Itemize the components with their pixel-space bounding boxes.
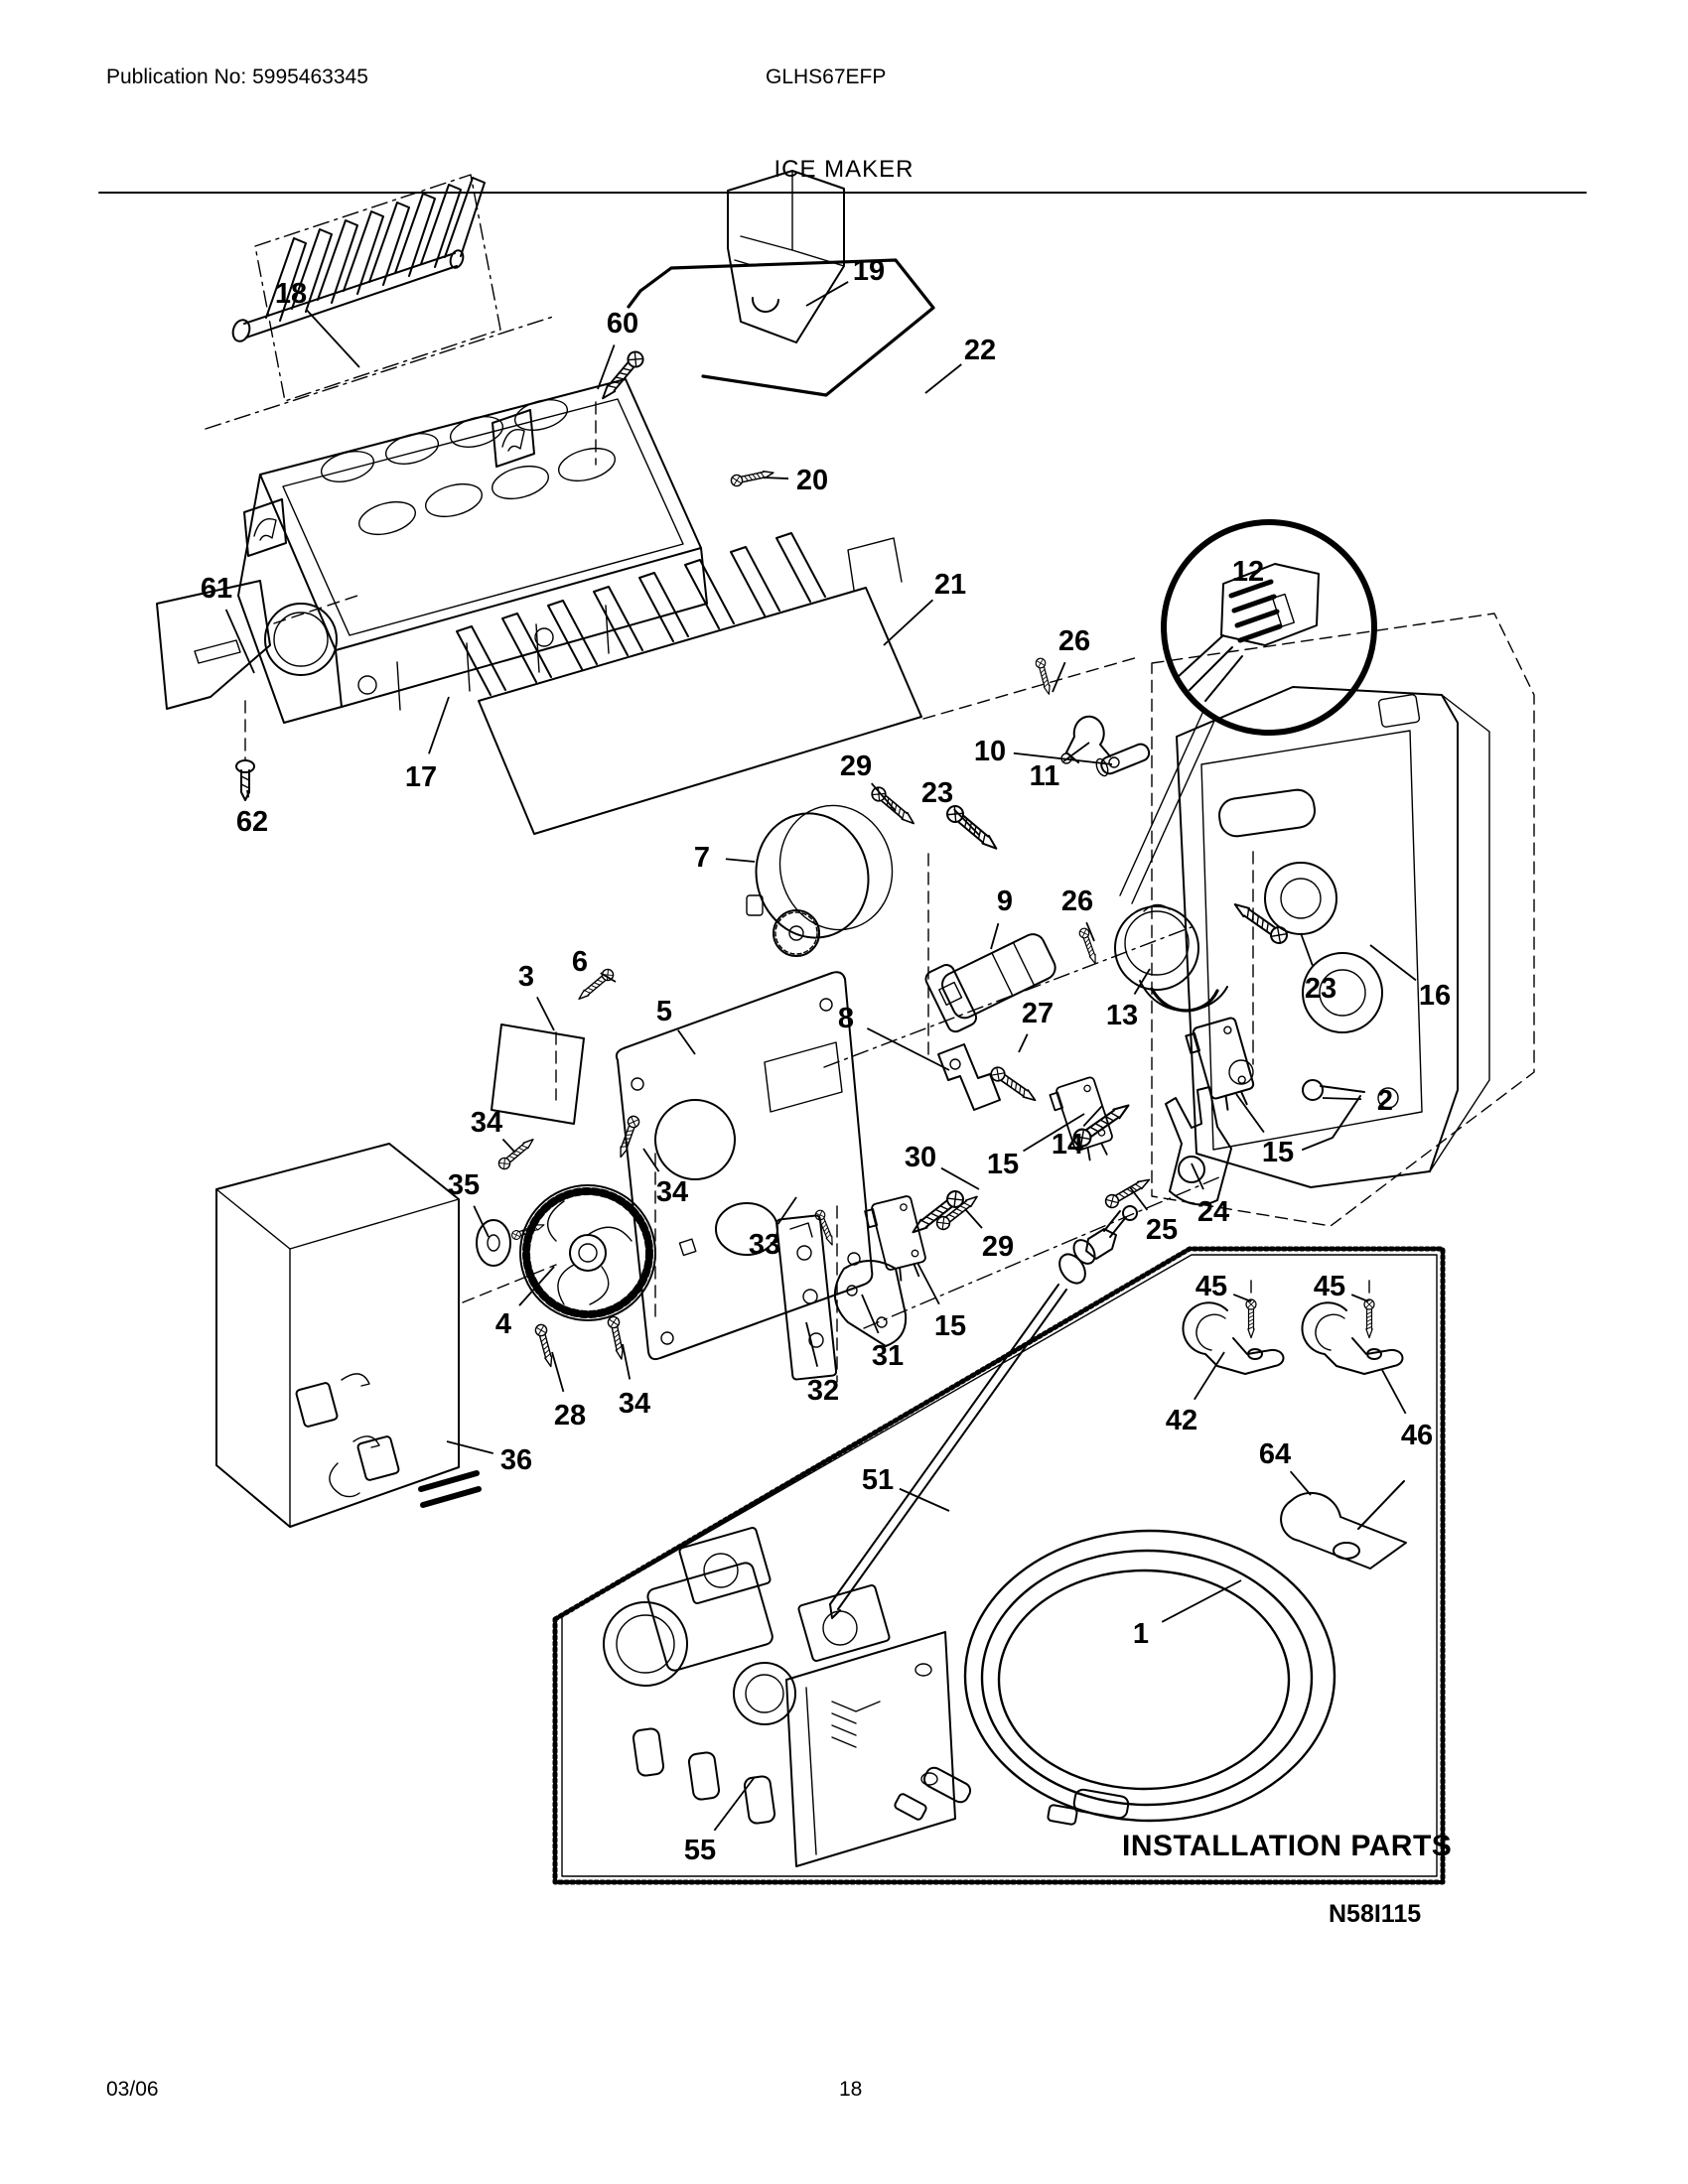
callout-label-29: 29: [839, 751, 873, 782]
callout-label-23: 23: [920, 777, 954, 809]
part-31-cutoff-plate: [835, 1261, 906, 1346]
callout-label-12: 12: [1231, 556, 1265, 588]
callout-label-34: 34: [470, 1107, 503, 1139]
part-23-screw: [1230, 897, 1290, 946]
callout-leader-9: [991, 923, 998, 949]
part-16-control-housing: [928, 614, 1534, 1226]
callout-leader-34: [502, 1140, 515, 1153]
mold-clamp-bracket: [492, 410, 534, 467]
callout-label-32: 32: [806, 1375, 840, 1407]
callout-label-36: 36: [499, 1444, 533, 1476]
callout-leader-36: [447, 1441, 493, 1453]
callout-leader-33: [778, 1197, 796, 1224]
callout-label-34: 34: [618, 1388, 651, 1420]
part-30-screw: [909, 1188, 967, 1239]
callout-leader-15: [1236, 1094, 1264, 1133]
callout-label-28: 28: [553, 1400, 587, 1432]
callout-label-15: 15: [986, 1149, 1020, 1180]
part-42-clamp: [1183, 1302, 1283, 1374]
callout-label-42: 42: [1165, 1405, 1198, 1436]
part-24-fork-arm: [1166, 1087, 1231, 1204]
callout-label-27: 27: [1021, 998, 1055, 1029]
callout-label-16: 16: [1418, 980, 1452, 1012]
callout-leader-62: [247, 790, 248, 797]
callout-leader-64: [1291, 1471, 1311, 1495]
diagram-code: N58I115: [1329, 1900, 1422, 1928]
callout-label-3: 3: [517, 961, 535, 993]
part-55-water-valve: [604, 1527, 955, 1866]
part-27-screw: [989, 1065, 1040, 1106]
callout-label-62: 62: [235, 806, 269, 838]
part-33-screw: [814, 1209, 837, 1247]
callout-label-1: 1: [1132, 1618, 1150, 1650]
callout-leader-45: [1233, 1295, 1251, 1301]
callout-label-5: 5: [655, 996, 673, 1027]
callout-leader-55: [714, 1777, 755, 1831]
callout-label-9: 9: [996, 886, 1014, 917]
callout-label-46: 46: [1400, 1420, 1434, 1451]
part-45-screw: [1364, 1281, 1374, 1337]
callout-label-30: 30: [904, 1142, 937, 1173]
callout-label-45: 45: [1195, 1271, 1228, 1302]
callout-label-33: 33: [748, 1229, 781, 1261]
part-17-ice-mold: [206, 316, 707, 723]
callout-label-20: 20: [795, 465, 829, 496]
callout-label-19: 19: [852, 255, 886, 287]
callout-leader-21: [884, 600, 932, 645]
publication-number: Publication No: 5995463345: [106, 66, 368, 88]
callout-leader-15: [917, 1263, 939, 1304]
part-15-switch: [1185, 1017, 1258, 1115]
callout-label-4: 4: [494, 1308, 512, 1340]
callout-label-26: 26: [1057, 625, 1091, 657]
part-22-shutoff-arm: [629, 260, 933, 395]
callout-label-34: 34: [655, 1176, 689, 1208]
callout-leader-28: [552, 1352, 563, 1392]
callout-label-64: 64: [1258, 1438, 1292, 1470]
callout-leader-23: [1301, 933, 1313, 965]
callout-label-23: 23: [1304, 973, 1337, 1005]
part-62-screw: [236, 701, 254, 800]
part-13-thermostat: [1115, 904, 1227, 1011]
callout-leader-26: [1086, 922, 1094, 941]
callout-leader-8: [867, 1028, 949, 1070]
installation-parts-label: INSTALLATION PARTS: [1122, 1830, 1453, 1862]
callout-leader-29: [872, 783, 896, 811]
callout-label-13: 13: [1105, 1000, 1139, 1031]
callout-label-24: 24: [1196, 1196, 1230, 1228]
callout-leader-27: [1019, 1034, 1028, 1052]
model-number: GLHS67EFP: [766, 66, 887, 88]
callout-leader-3: [537, 997, 554, 1030]
part-46-clamp: [1302, 1302, 1402, 1374]
part-26-screw: [1035, 657, 1054, 695]
callout-leader-14: [1083, 1106, 1102, 1126]
part-29-screw: [869, 784, 917, 828]
part-45-screw: [1246, 1281, 1256, 1337]
callout-leaders: [226, 282, 1416, 1831]
part-18-ejector-comb: [230, 175, 500, 401]
part-3-label-plate: [492, 1024, 584, 1124]
page-title: ICE MAKER: [774, 156, 914, 183]
part-4-drive-gear: [520, 1185, 655, 1320]
callout-label-7: 7: [693, 842, 711, 874]
part-64-bracket: [1281, 1481, 1406, 1569]
part-8-switch-arm: [938, 1044, 1000, 1110]
callout-leader-30: [941, 1168, 979, 1189]
callout-label-17: 17: [404, 761, 438, 793]
callout-labels: [201, 255, 1451, 1866]
part-35-washer: [477, 1220, 545, 1266]
callout-label-51: 51: [861, 1464, 895, 1496]
callout-label-55: 55: [683, 1835, 717, 1866]
part-19-cover-bracket: [728, 171, 844, 342]
callout-leader-32: [806, 1322, 817, 1367]
callout-label-22: 22: [963, 335, 997, 366]
callout-leader-46: [1382, 1370, 1406, 1414]
callout-label-14: 14: [1051, 1129, 1084, 1160]
callout-leader-29: [965, 1209, 982, 1228]
callout-label-15: 15: [1261, 1137, 1295, 1168]
part-34-screw: [496, 1135, 536, 1170]
installation-parts-box: [555, 1249, 1443, 1882]
callout-label-10: 10: [973, 736, 1007, 767]
callout-leader-19: [806, 282, 848, 306]
footer-date: 03/06: [106, 2078, 159, 2101]
callout-leader-34: [623, 1344, 630, 1379]
callout-label-2: 2: [1376, 1085, 1394, 1117]
part-1-tubing-coil: [894, 1531, 1335, 1825]
callout-label-6: 6: [571, 946, 589, 978]
part-2-spring: [1303, 1080, 1364, 1150]
callout-label-11: 11: [1029, 760, 1060, 792]
callout-leader-1: [1162, 1580, 1241, 1622]
callout-leader-51: [900, 1489, 949, 1511]
callout-leader-13: [1134, 969, 1150, 994]
callout-label-29: 29: [981, 1231, 1015, 1263]
callout-leader-2: [1323, 1098, 1361, 1099]
callout-leader-7: [726, 859, 755, 862]
callout-label-15: 15: [933, 1310, 967, 1342]
callout-label-8: 8: [837, 1003, 855, 1034]
part-7-motor: [743, 793, 907, 956]
callout-label-31: 31: [871, 1340, 905, 1372]
part-51-inlet-tube: [830, 1206, 1137, 1618]
callout-label-25: 25: [1145, 1214, 1179, 1246]
part-28-screw: [534, 1323, 556, 1368]
footer-page-number: 18: [839, 2078, 863, 2101]
part-26-screw: [1078, 927, 1100, 965]
callout-label-60: 60: [606, 308, 639, 340]
callout-label-21: 21: [933, 569, 967, 601]
callout-label-35: 35: [447, 1169, 481, 1201]
callout-leader-26: [1053, 662, 1065, 692]
callout-leader-17: [429, 697, 449, 753]
callout-label-61: 61: [200, 573, 233, 605]
callout-leader-5: [678, 1030, 695, 1054]
part-5-mounting-plate: [617, 972, 872, 1382]
callout-leader-22: [925, 364, 961, 393]
part-25-screw: [1103, 1174, 1152, 1210]
callout-leader-18: [307, 311, 359, 367]
callout-label-45: 45: [1313, 1271, 1346, 1302]
callout-label-26: 26: [1060, 886, 1094, 917]
callout-leader-45: [1351, 1295, 1368, 1301]
callout-label-18: 18: [274, 278, 308, 310]
